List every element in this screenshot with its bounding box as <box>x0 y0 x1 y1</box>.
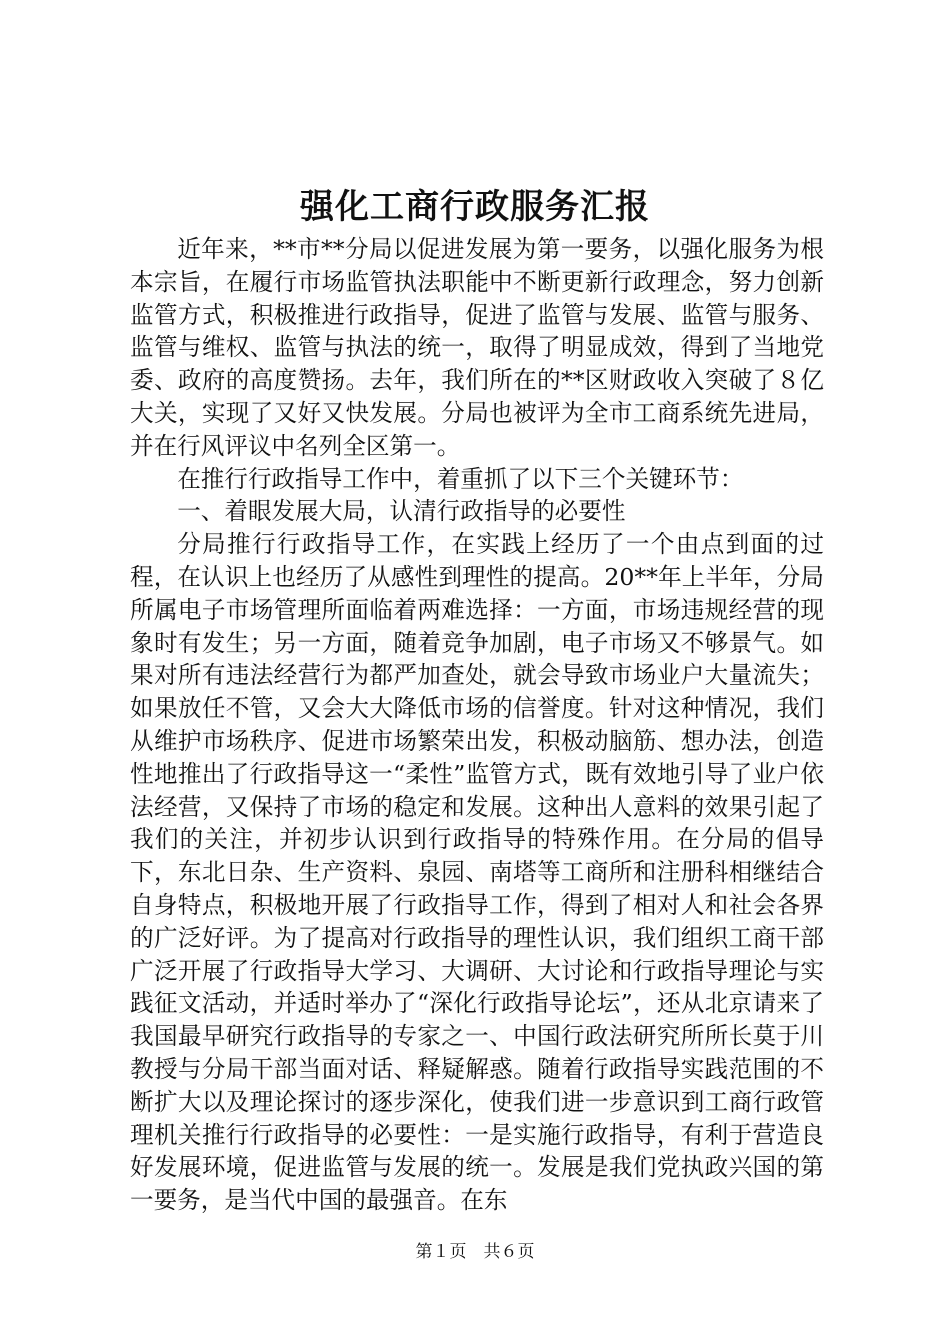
paragraph-intro: 近年来，**市**分局以促进发展为第一要务，以强化服务为根本宗旨，在履行市场监管执法职能中不断更新行政理念，努力创新监管方式，积极推进行政指导，促进了监管与发展、监管与服务、监管与维权、监管与执法的统一，取得了明显成效，得到了当地党委、政府的高度赞扬。去年，我们所在的**区财政收入突破了８亿大关，实现了又好又快发展。分局也被评为全市工商系统先进局，并在行风评议中名列全区第一。 <box>130 235 824 460</box>
section-heading-1: 一、着眼发展大局，认清行政指导的必要性 <box>177 497 626 526</box>
page-footer: 第１页 共６页 <box>415 1242 535 1262</box>
paragraph-key-steps: 在推行行政指导工作中，着重抓了以下三个关键环节： <box>177 464 744 493</box>
document-body <box>130 233 824 1217</box>
document-title: 强化工商行政服务汇报 <box>300 187 650 227</box>
paragraph-section-1: 分局推行行政指导工作，在实践上经历了一个由点到面的过程，在认识上也经历了从感性到理性的提高。20**年上半年，分局所属电子市场管理所面临着两难选择：一方面，市场违规经营的现象时有发生；另一方面，随着竞争加剧，电子市场又不够景气。如果对所有违法经营行为都严加查处，就会导致市场业户大量流失；如果放任不管，又会大大降低市场的信誉度。针对这种情况，我们从维护市场秩序、促进市场繁荣出发，积极动脑筋、想办法，创造性地推出了行政指导这一“柔性”监管方式，既有效地引导了业户依法经营，又保持了市场的稳定和发展。这种出人意料的效果引起了我们的关注，并初步认识到行政指导的特殊作用。在分局的倡导下，东北日杂、生产资料、泉园、南塔等工商所和注册科相继结合自身特点，积极地开展了行政指导工作，得到了相对人和社会各界的广泛好评。为了提高对行政指导的理性认识，我们组织工商干部广泛开展了行政指导大学习、大调研、大讨论和行政指导理论与实践征文活动，并适时举办了“深化行政指导论坛”，还从北京请来了我国最早研究行政指导的专家之一、中国行政法研究所所长莫于川教授与分局干部当面对话、释疑解惑。随着行政指导实践范围的不断扩大以及理论探讨的逐步深化，使我们进一步意识到工商行政管理机关推行行政指导的必要性：一是实施行政指导，有利于营造良好发展环境，促进监管与发展的统一。发展是我们党执政兴国的第一要务，是当代中国的最强音。在东 <box>130 530 824 1215</box>
